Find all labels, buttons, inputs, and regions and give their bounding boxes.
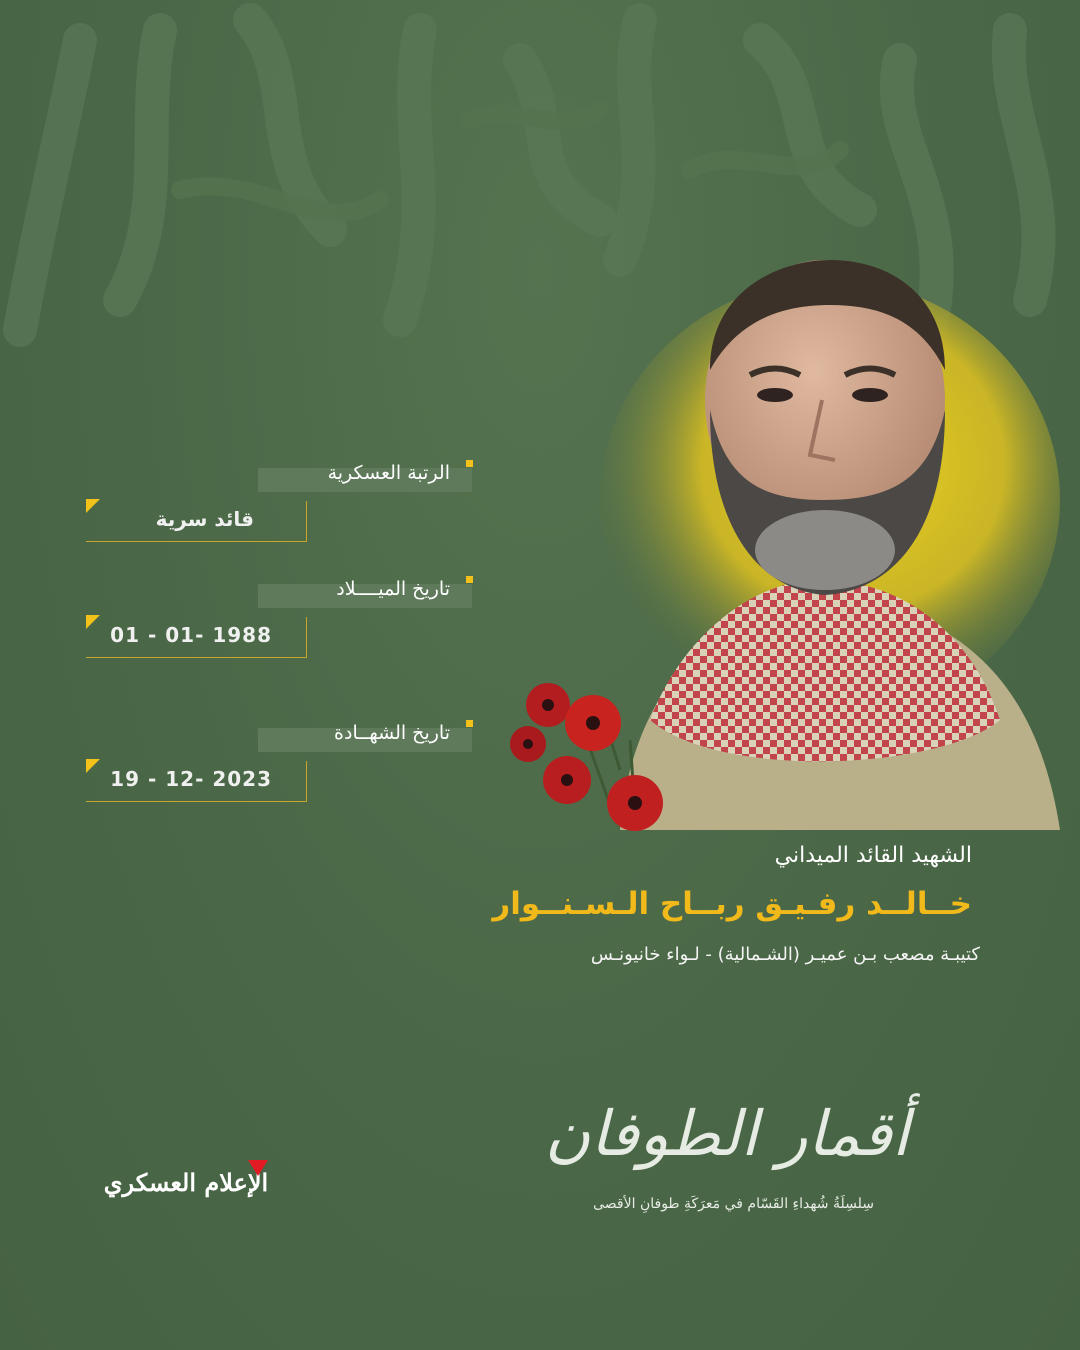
martyrdom-value-box — [86, 761, 307, 802]
subtitle: الشهيد القائد الميداني — [774, 843, 972, 868]
series-caption: سِلسِلَةُ شُهداءِ القَسّام في مَعرَكَةِ طوفانِ الأقصى — [593, 1196, 874, 1212]
corner-triangle-icon — [86, 759, 100, 773]
series-logo — [544, 1075, 910, 1185]
martyr-name: خــالــد رفـيـق ربــاح الـسـنــوار — [492, 886, 972, 922]
birth-value-box — [86, 617, 307, 658]
birth-date-value: 01 - 01- 1988 — [110, 623, 272, 647]
media-logo: الإعلام العسكري — [103, 1168, 269, 1197]
birth-label-bar — [258, 578, 472, 608]
svg-text:أقمار الطوفان: أقمار الطوفان — [544, 1097, 910, 1170]
info-martyrdom-date — [0, 720, 1080, 810]
birth-date-label: تاريخ الميــــلاد — [336, 578, 450, 600]
martyrdom-date-label: تاريخ الشهــادة — [334, 722, 450, 744]
martyrdom-label-bar — [258, 722, 472, 752]
unit-line: كتيبـة مصعب بـن عميـر (الشـمالية) - لـواء خانيونـس — [590, 944, 980, 965]
info-rank — [0, 460, 1080, 550]
bullet-icon — [466, 576, 473, 583]
martyrdom-date-value: 19 - 12- 2023 — [110, 767, 272, 791]
rank-value: قائد سرية — [155, 507, 254, 531]
rank-value-box — [86, 501, 307, 542]
info-birth-date — [0, 576, 1080, 666]
rank-label-bar — [258, 462, 472, 492]
red-triangle-icon — [248, 1160, 268, 1176]
bullet-icon — [466, 720, 473, 727]
rank-label: الرتبة العسكرية — [327, 462, 450, 484]
corner-triangle-icon — [86, 615, 100, 629]
corner-triangle-icon — [86, 499, 100, 513]
bullet-icon — [466, 460, 473, 467]
